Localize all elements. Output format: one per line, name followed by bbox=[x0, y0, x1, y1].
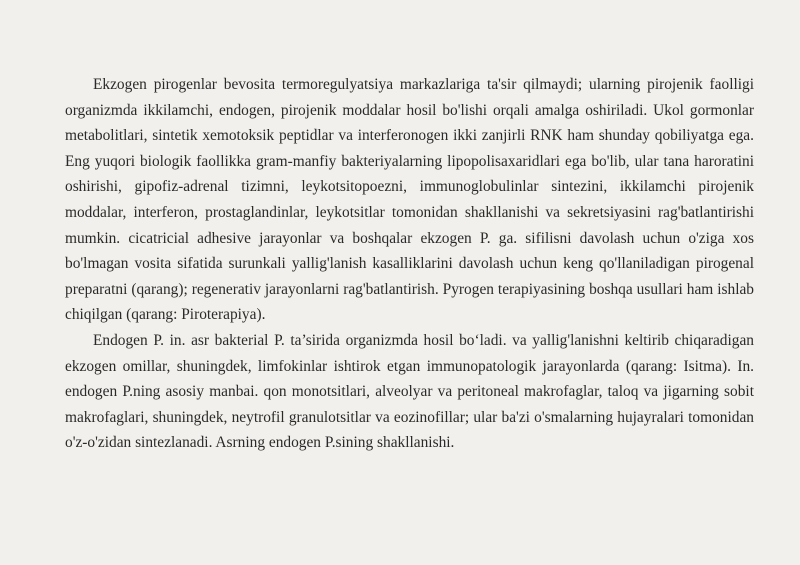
paragraph-exogenous-pyrogens: Ekzogen pirogenlar bevosita termoregulyatsiya markazlariga ta'sir qilmaydi; ularning pirojenik faolligi organizmda ikkilamchi, endogen, pirojenik moddalar hosil bo'lishi orqali amalga oshiriladi. Ukol gormonlar metabolitlari, sintetik xemotoksik peptidlar va interferonogen ikki zanjirli RNK ham shunday qobiliyatga ega. Eng yuqori biologik faollikka gram-manfiy bakteriyalarning lipopolisaxaridlari ega bo'lib, ular tana haroratini oshirishi, gipofiz-adrenal tizimni, leykotsitopoezni, immunoglobulinlar sintezini, ikkilamchi pirojenik moddalar, interferon, prostaglandinlar, leykotsitlar tomonidan shakllanishi va sekretsiyasini rag'batlantirishi mumkin. cicatricial adhesive jarayonlar va boshqalar ekzogen P. ga. sifilisni davolash uchun o'ziga xos bo'lmagan vosita sifatida surunkali yallig'lanish kasalliklarini davolash uchun keng qo'llaniladigan pirogenal preparatni (qarang); regenerativ jarayonlarni rag'batlantirish. Pyrogen terapiyasining boshqa usullari ham ishlab chiqilgan (qarang: Piroterapiya). bbox=[65, 76, 754, 324]
paragraph-endogenous-pyrogens: Endogen P. in. asr bakterial P. ta’sirida organizmda hosil bo‘ladi. va yallig'lanishni keltirib chiqaradigan ekzogen omillar, shuningdek, limfokinlar ishtirok etgan immunopatologik jarayonlarda (qarang: Isitma). In. endogen P.ning asosiy manbai. qon monotsitlari, alveolyar va peritoneal makrofaglar, taloq va jigarning sobit makrofaglari, shuningdek, neytrofil granulotsitlar va eozinofillar; ular ba'zi o'smalarning hujayralari tomonidan o'z-o'zidan sintezlanadi. Asrning endogen P.sining shakllanishi. bbox=[65, 331, 754, 452]
